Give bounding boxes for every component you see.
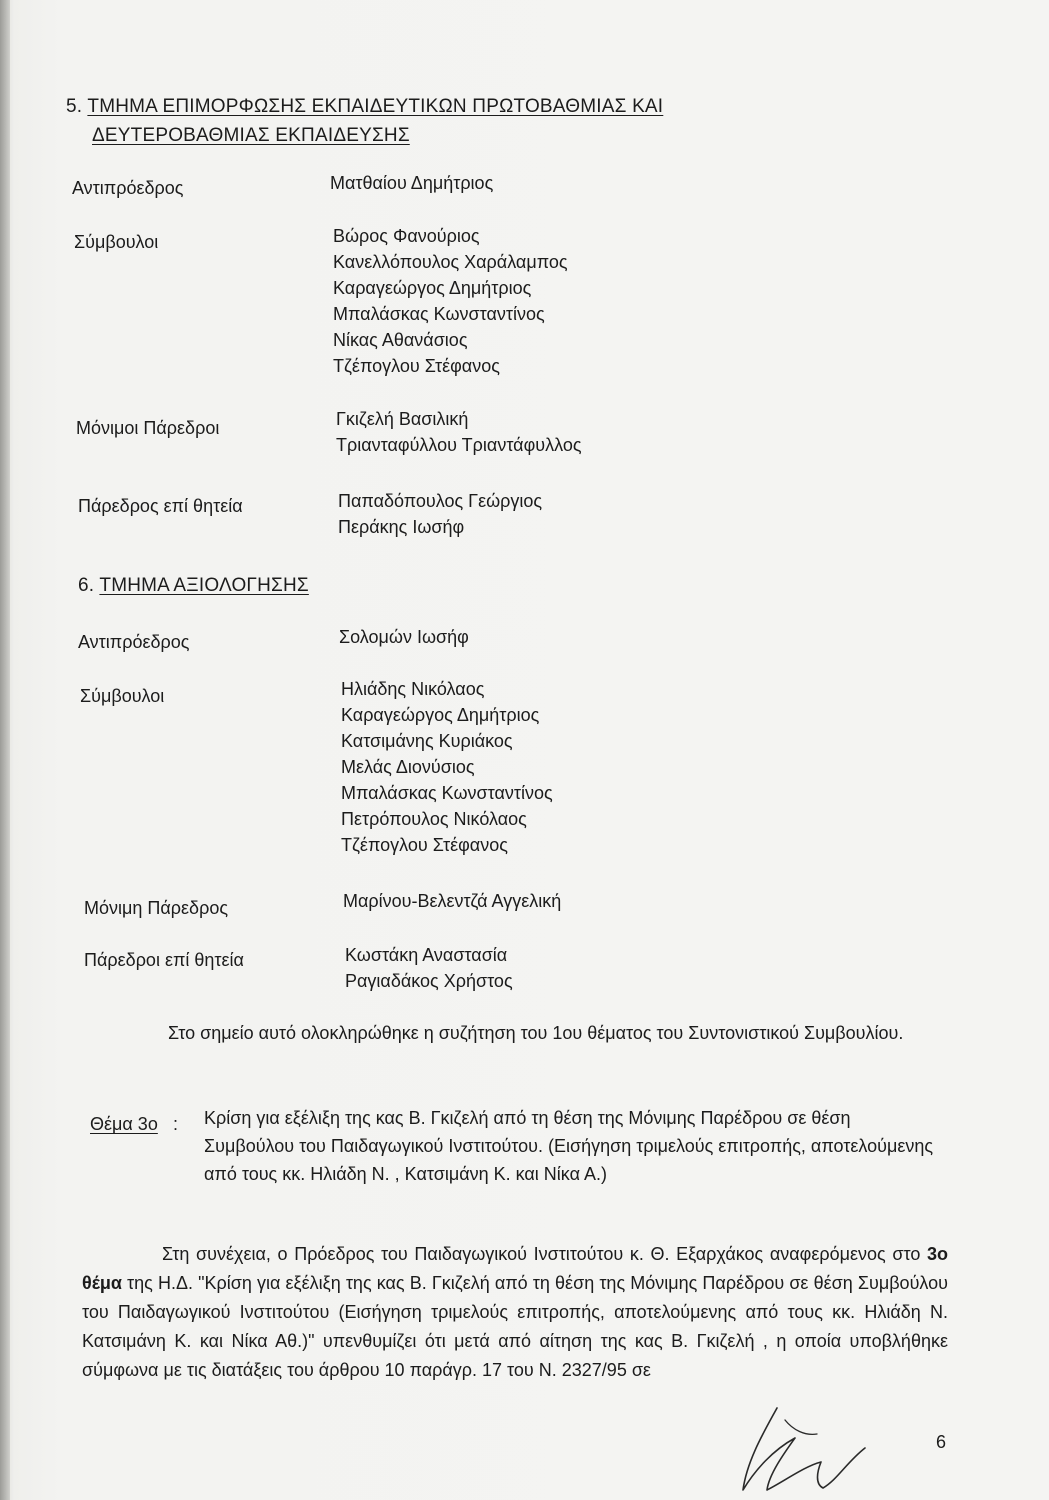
section5-advisors-label: Σύμβουλοι — [74, 232, 159, 252]
binding-edge — [0, 0, 10, 1500]
final-paragraph-part1: Στη συνέχεια, ο Πρόεδρος του Παιδαγωγικού Ινστιτούτου κ. Θ. Εξαρχάκος αναφερόμενος στο — [162, 1244, 927, 1264]
name-item: Βώρος Φανούριος — [333, 226, 480, 246]
name-item: Νίκας Αθανάσιος — [333, 330, 468, 350]
name-item: Σολομών Ιωσήφ — [339, 627, 469, 647]
name-item: Μελάς Διονύσιος — [341, 757, 475, 777]
section6-title-text: ΤΜΗΜΑ ΑΞΙΟΛΟΓΗΣΗΣ — [99, 575, 309, 596]
section5-advisors-list — [333, 223, 568, 379]
section5-permanent-label: Μόνιμοι Πάρεδροι — [76, 418, 220, 438]
section5-title-line1: ΤΜΗΜΑ ΕΠΙΜΟΡΦΩΣΗΣ ΕΚΠΑΙΔΕΥΤΙΚΩΝ ΠΡΩΤΟΒΑΘΜΙΑΣ ΚΑΙ — [87, 96, 664, 117]
section6-title — [78, 575, 309, 597]
name-item: Καραγεώργος Δημήτριος — [333, 278, 532, 298]
final-paragraph-bold: 3ο θέμα — [82, 1244, 948, 1293]
section5-vice-president-label: Αντιπρόεδρος — [72, 178, 184, 198]
section5-permanent-list — [336, 406, 582, 458]
name-item: Κατσιμάνης Κυριάκος — [341, 731, 513, 751]
section5-assigned-list — [338, 488, 542, 540]
name-item: Περάκης Ιωσήφ — [338, 517, 465, 537]
name-item: Τζέπογλου Στέφανος — [333, 356, 500, 376]
closing-paragraph-text: Στο σημείο αυτό ολοκληρώθηκε η συζήτηση του 1ου θέματος του Συντονιστικού Συμβουλίου. — [168, 1023, 904, 1043]
section6-permanent-label: Μόνιμη Πάρεδρος — [84, 898, 228, 918]
section5-number: 5. — [66, 96, 83, 117]
subject3-colon: : — [173, 1114, 179, 1134]
section5-vice-president — [330, 170, 493, 196]
section6-advisors-list — [341, 676, 553, 858]
section6-assigned-label: Πάρεδροι επί θητεία — [84, 950, 244, 970]
name-item: Ματθαίου Δημήτριος — [330, 173, 494, 193]
name-item: Μαρίνου-Βελεντζά Αγγελική — [343, 891, 562, 911]
section5-title — [66, 92, 663, 150]
name-item: Καραγεώργος Δημήτριος — [341, 705, 540, 725]
section6-assigned-list — [345, 942, 513, 994]
section6-vice-president-label: Αντιπρόεδρος — [78, 632, 190, 652]
subject3-label — [90, 1114, 158, 1135]
page-number: 6 — [936, 1432, 947, 1452]
section6-number: 6. — [78, 575, 95, 596]
final-paragraph-part2: της Η.Δ. "Κρίση για εξέλιξη της κας Β. Γκιζελή από τη θέση της Μόνιμης Παρέδρου σε θέση Συμβούλου του Παιδαγωγικού Ινστιτούτου (Εισήγηση τριμελούς επιτροπής, αποτελούμενης από τους κκ. Ηλιάδη Ν. Κατσιμάνη Κ. και Νίκα Αθ.)" υπενθυμίζει ότι μετά από αίτηση της κας Β. Γκιζελή , η οποία υποβλήθηκε σύμφωνα με τις διατάξεις του άρθρου 10 παράγρ. 17 του Ν. 2327/95 σε — [82, 1273, 948, 1380]
name-item: Μπαλάσκας Κωνσταντίνος — [341, 783, 553, 803]
subject3-label-text: Θέμα 3ο — [90, 1114, 158, 1134]
subject3-text: Κρίση για εξέλιξη της κας Β. Γκιζελή από τη θέση της Μόνιμης Παρέδρου σε θέση Συμβούλου του Παιδαγωγικού Ινστιτούτου. (Εισήγηση τριμελούς επιτροπής, αποτελούμενης από τους κκ. Ηλιάδη Ν. , Κατσιμάνη Κ. και Νίκα Α.) — [204, 1108, 934, 1184]
name-item: Γκιζελή Βασιλική — [336, 409, 469, 429]
closing-paragraph — [78, 1020, 944, 1047]
name-item: Τριανταφύλλου Τριαντάφυλλος — [336, 435, 582, 455]
name-item: Τζέπογλου Στέφανος — [341, 835, 508, 855]
name-item: Κωστάκη Αναστασία — [345, 945, 508, 965]
name-item: Παπαδόπουλος Γεώργιος — [338, 491, 543, 511]
name-item: Μπαλάσκας Κωνσταντίνος — [333, 304, 545, 324]
name-item: Κανελλόπουλος Χαράλαμπος — [333, 252, 568, 272]
name-item: Ηλιάδης Νικόλαος — [341, 679, 485, 699]
section6-advisors-label: Σύμβουλοι — [80, 686, 165, 706]
name-item: Πετρόπουλος Νικόλαος — [341, 809, 527, 829]
section5-assigned-label: Πάρεδρος επί θητεία — [78, 496, 243, 516]
section6-permanent — [343, 888, 561, 914]
final-paragraph — [82, 1240, 948, 1385]
handwritten-signature — [725, 1390, 885, 1500]
section6-vice-president — [339, 624, 469, 650]
section5-title-line2: ΔΕΥΤΕΡΟΒΑΘΜΙΑΣ ΕΚΠΑΙΔΕΥΣΗΣ — [92, 125, 410, 146]
name-item: Ραγιαδάκος Χρήστος — [345, 971, 513, 991]
